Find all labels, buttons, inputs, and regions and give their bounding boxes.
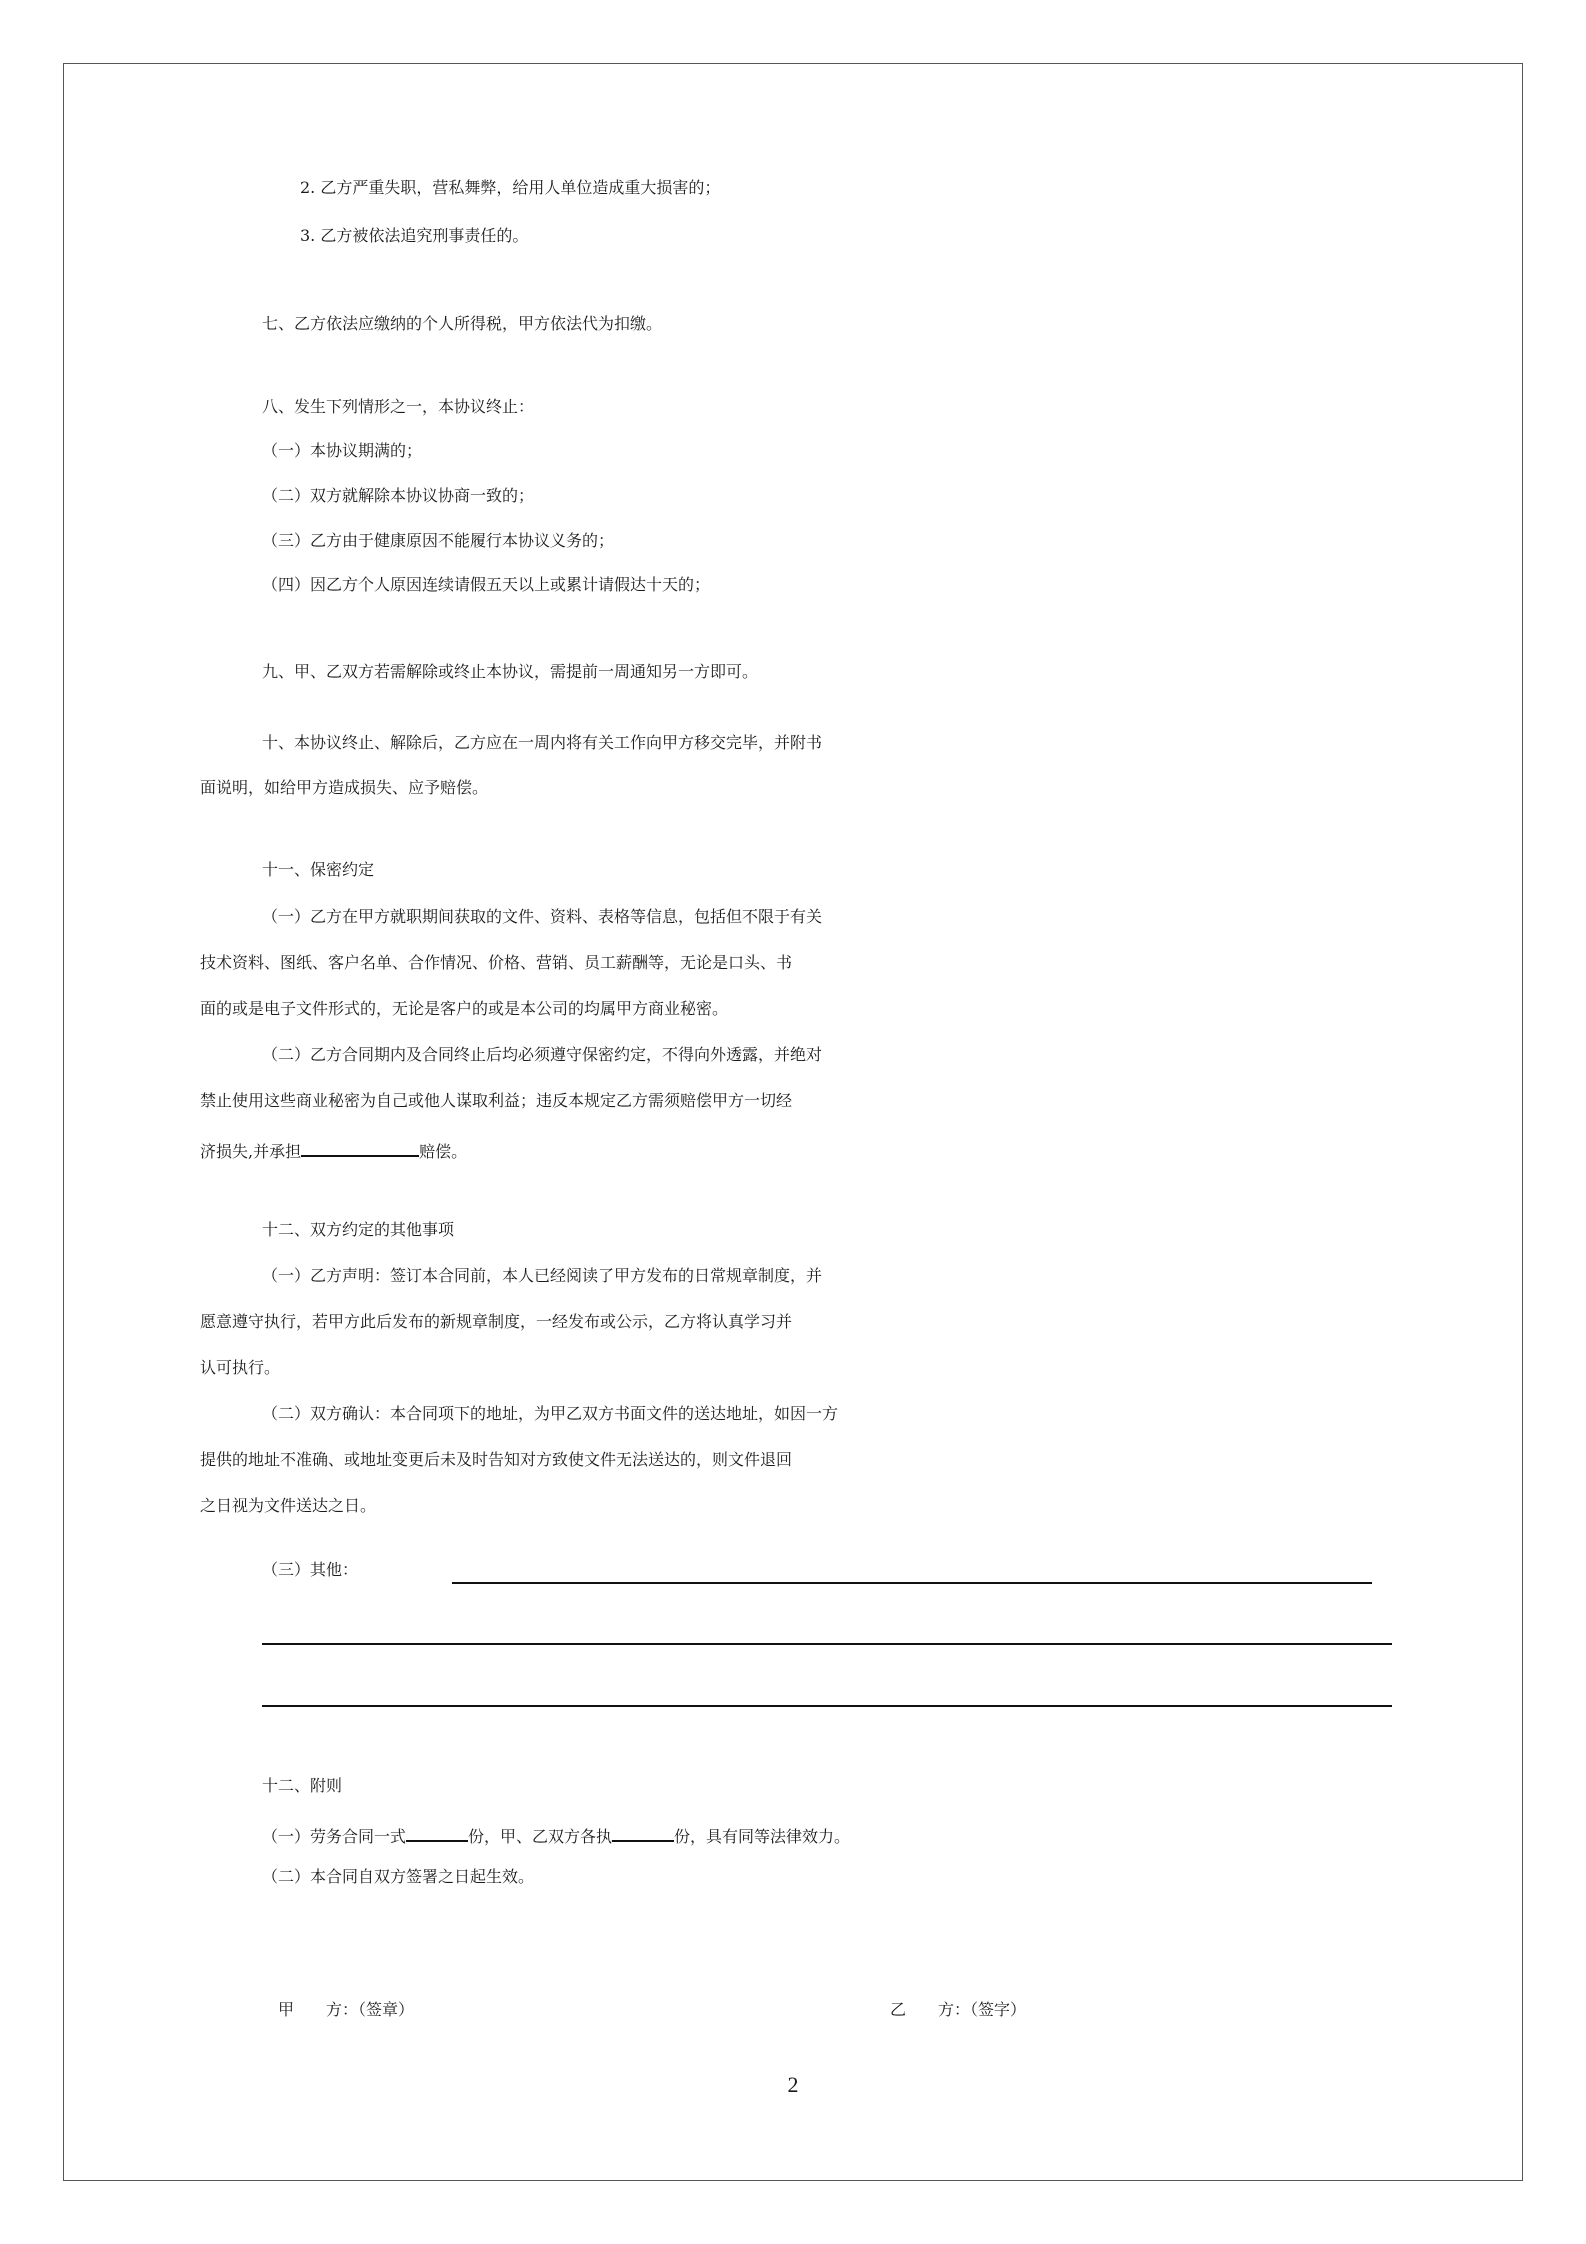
clause-8-item: （二）双方就解除本协议协商一致的； bbox=[262, 486, 535, 505]
clause-8-item: （一）本协议期满的； bbox=[262, 441, 423, 460]
clause-12-p2-line: 之日视为文件送达之日。 bbox=[200, 1496, 377, 1515]
clause-7: 七、乙方依法应缴纳的个人所得税，甲方依法代为扣缴。 bbox=[262, 314, 663, 333]
clause-10-line: 十、本协议终止、解除后，乙方应在一周内将有关工作向甲方移交完毕，并附书 bbox=[262, 733, 823, 752]
clause-11-text: 济损失,并承担 bbox=[200, 1142, 302, 1161]
clause-11-p1-line: 技术资料、图纸、客户名单、合作情况、价格、营销、员工薪酬等，无论是口头、书 bbox=[200, 953, 793, 972]
clause-11-p1-line: （一）乙方在甲方就职期间获取的文件、资料、表格等信息，包括但不限于有关 bbox=[262, 907, 823, 926]
clause-12-other-label: （三）其他： bbox=[262, 1560, 359, 1579]
other-terms-blank-line[interactable] bbox=[452, 1582, 1372, 1584]
appendix-heading: 十二、附则 bbox=[262, 1776, 343, 1795]
clause-12-p2-line: 提供的地址不准确、或地址变更后未及时告知对方致使文件无法送达的，则文件退回 bbox=[200, 1450, 793, 1469]
clause-11-p1-line: 面的或是电子文件形式的，无论是客户的或是本公司的均属甲方商业秘密。 bbox=[200, 999, 729, 1018]
clause-12-p1-line: 愿意遵守执行，若甲方此后发布的新规章制度，一经发布或公示，乙方将认真学习并 bbox=[200, 1312, 793, 1331]
page-number: 2 bbox=[787, 2072, 799, 2097]
clause-11-p2-line: 禁止使用这些商业秘密为自己或他人谋取利益；违反本规定乙方需须赔偿甲方一切经 bbox=[200, 1091, 793, 1110]
clause-12-p1-line: （一）乙方声明：签订本合同前，本人已经阅读了甲方发布的日常规章制度，并 bbox=[262, 1266, 823, 1285]
clause-11-text: 赔偿。 bbox=[419, 1142, 468, 1161]
clause-11-heading: 十一、保密约定 bbox=[262, 860, 375, 879]
clause-8-item: （三）乙方由于健康原因不能履行本协议义务的； bbox=[262, 531, 615, 550]
clause-12-heading: 十二、双方约定的其他事项 bbox=[262, 1220, 455, 1239]
appendix-item-2: （二）本合同自双方签署之日起生效。 bbox=[262, 1867, 535, 1886]
clause-12-p1-line: 认可执行。 bbox=[200, 1358, 281, 1377]
party-a-signature[interactable]: 甲 方：（签章） bbox=[278, 2000, 415, 2019]
clause-9: 九、甲、乙双方若需解除或终止本协议，需提前一周通知另一方即可。 bbox=[262, 662, 759, 681]
other-terms-blank-line[interactable] bbox=[262, 1705, 1392, 1707]
copies-each-blank[interactable] bbox=[612, 1812, 674, 1842]
other-terms-blank-line[interactable] bbox=[262, 1643, 1392, 1645]
appendix-text: 份，甲、乙双方各执 bbox=[468, 1827, 613, 1846]
clause-12-p2-line: （二）双方确认：本合同项下的地址，为甲乙双方书面文件的送达地址，如因一方 bbox=[262, 1404, 839, 1423]
appendix-item-1 bbox=[262, 1812, 850, 1857]
clause-11-p2-line: （二）乙方合同期内及合同终止后均必须遵守保密约定，不得向外透露，并绝对 bbox=[262, 1045, 823, 1064]
clause-6-item-3: 3. 乙方被依法追究刑事责任的。 bbox=[300, 226, 529, 245]
clause-8-heading: 八、发生下列情形之一，本协议终止： bbox=[262, 397, 535, 416]
compensation-blank[interactable] bbox=[301, 1127, 419, 1157]
clause-6-item-2: 2. 乙方严重失职，营私舞弊，给用人单位造成重大损害的； bbox=[300, 178, 721, 197]
clause-11-p2-last-line bbox=[200, 1127, 467, 1172]
appendix-text: 份，具有同等法律效力。 bbox=[674, 1827, 851, 1846]
clause-10-line: 面说明，如给甲方造成损失、应予赔偿。 bbox=[200, 778, 489, 797]
party-b-signature[interactable]: 乙 方：（签字） bbox=[890, 2000, 1027, 2019]
copies-total-blank[interactable] bbox=[406, 1812, 468, 1842]
clause-8-item: （四）因乙方个人原因连续请假五天以上或累计请假达十天的； bbox=[262, 575, 711, 594]
appendix-text: （一）劳务合同一式 bbox=[262, 1827, 407, 1846]
